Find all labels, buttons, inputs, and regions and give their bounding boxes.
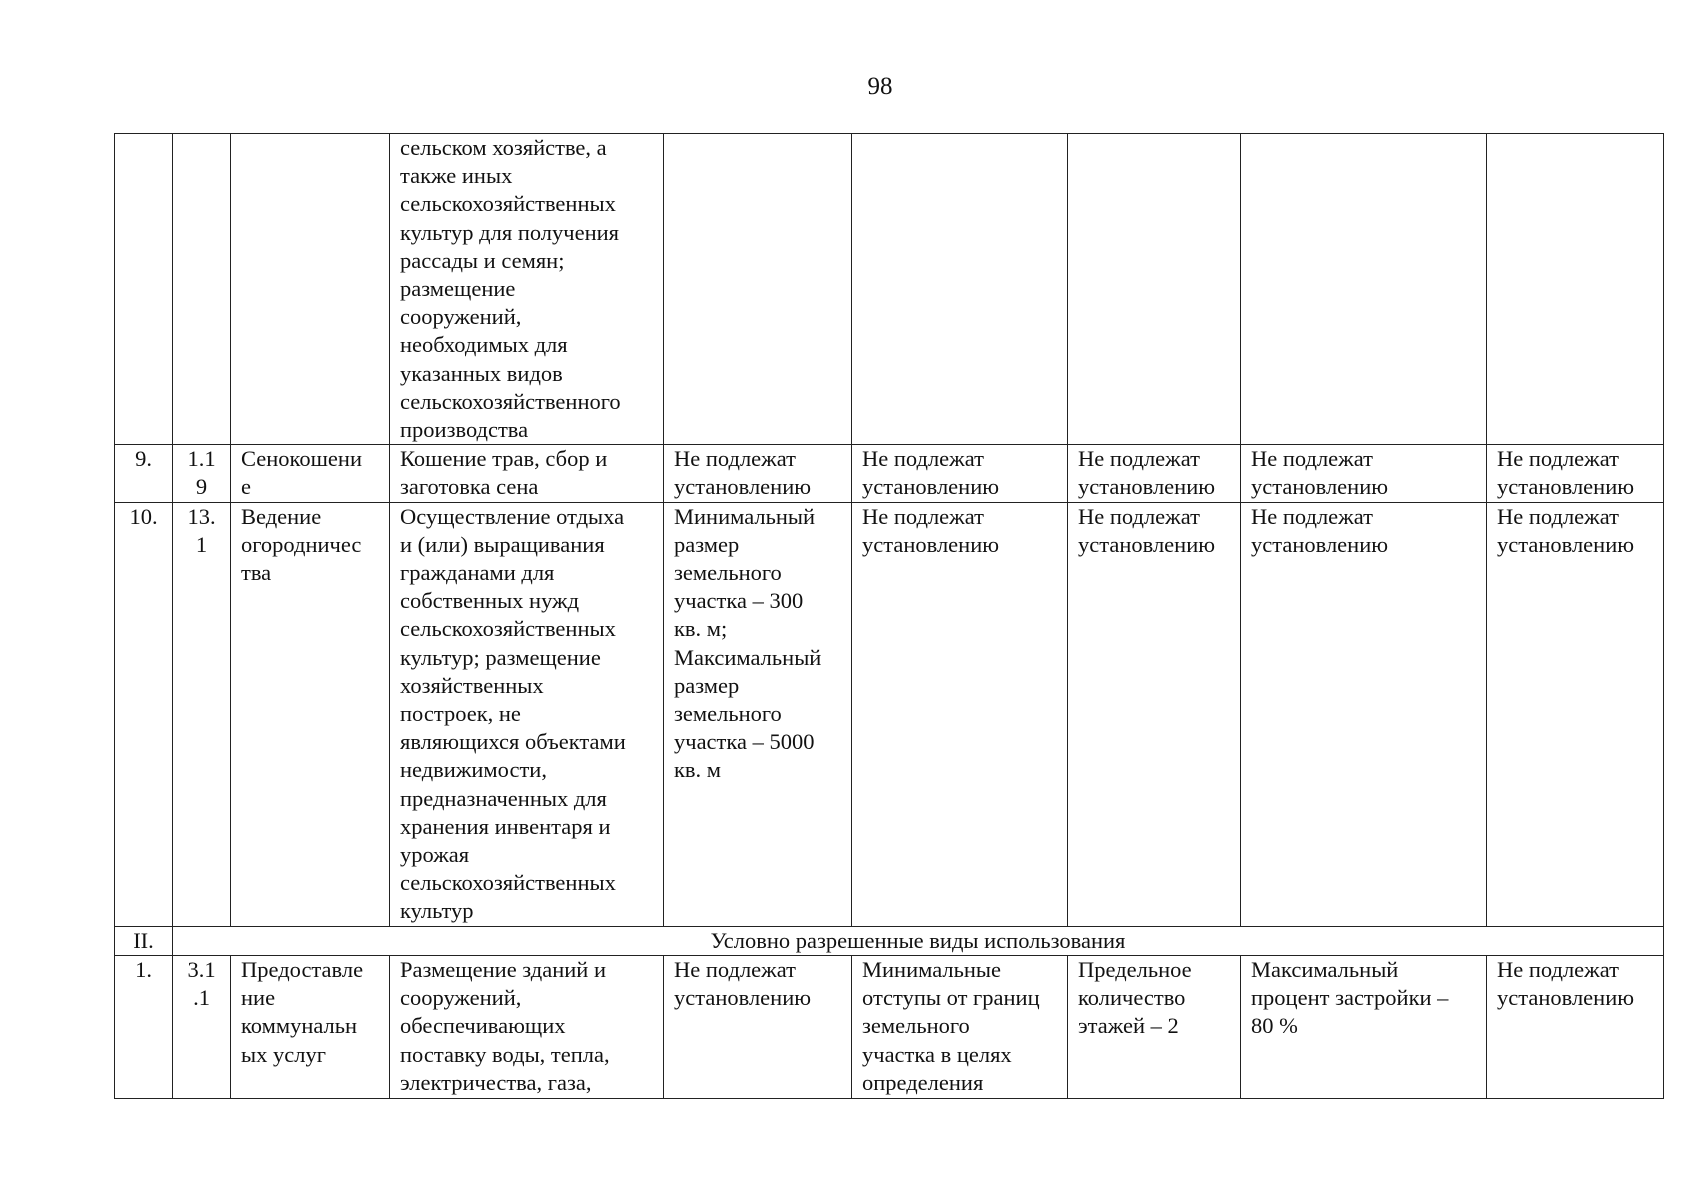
- parameter-cell: Не подлежат установлению: [1068, 502, 1241, 926]
- row-number-cell: [115, 134, 173, 445]
- parameter-cell: Не подлежат установлению: [1487, 502, 1664, 926]
- parameter-cell: [1241, 134, 1487, 445]
- parameter-cell: Не подлежат установлению: [1487, 445, 1664, 502]
- table-row: [115, 134, 1664, 445]
- row-number-cell: 10.: [115, 502, 173, 926]
- name-cell: [231, 134, 390, 445]
- section-number-cell: II.: [115, 926, 173, 955]
- code-cell: 13. 1: [173, 502, 231, 926]
- page-number: 98: [867, 73, 893, 100]
- table-row: [115, 955, 1664, 1098]
- parameter-cell: [664, 134, 852, 445]
- parameter-cell: Не подлежат установлению: [1241, 445, 1487, 502]
- description-cell: Кошение трав, сбор и заготовка сена: [390, 445, 664, 502]
- parameter-cell: Максимальный процент застройки – 80 %: [1241, 955, 1487, 1098]
- parameter-cell: Не подлежат установлению: [852, 502, 1068, 926]
- section-row: [115, 926, 1664, 955]
- name-cell: Сенокошени е: [231, 445, 390, 502]
- name-cell: Ведение огородничес тва: [231, 502, 390, 926]
- table-row: [115, 445, 1664, 502]
- code-cell: 1.1 9: [173, 445, 231, 502]
- parameter-cell: [1487, 134, 1664, 445]
- code-cell: [173, 134, 231, 445]
- description-cell: сельском хозяйстве, а также иных сельскохозяйственных культур для получения рассады и семян; размещение сооружений, необходимых для указанных видов сельскохозяйственного производства: [390, 134, 664, 445]
- parameter-cell: Не подлежат установлению: [852, 445, 1068, 502]
- parameter-cell: Не подлежат установлению: [664, 955, 852, 1098]
- description-cell: Размещение зданий и сооружений, обеспечивающих поставку воды, тепла, электричества, газа,: [390, 955, 664, 1098]
- parameter-cell: Не подлежат установлению: [1487, 955, 1664, 1098]
- parameter-cell: Предельное количество этажей – 2: [1068, 955, 1241, 1098]
- description-cell: Осуществление отдыха и (или) выращивания гражданами для собственных нужд сельскохозяйственных культур; размещение хозяйственных построек, не являющихся объектами недвижимости, предназначенных для хранения инвентаря и урожая сельскохозяйственных культур: [390, 502, 664, 926]
- table-row: [115, 502, 1664, 926]
- section-title: Условно разрешенные виды использования: [173, 926, 1664, 955]
- parameter-cell: Минимальный размер земельного участка – 300 кв. м; Максимальный размер земельного участка – 5000 кв. м: [664, 502, 852, 926]
- row-number-cell: 9.: [115, 445, 173, 502]
- parameter-cell: Не подлежат установлению: [664, 445, 852, 502]
- parameter-cell: Не подлежат установлению: [1241, 502, 1487, 926]
- zoning-table: [114, 133, 1664, 1099]
- parameter-cell: Минимальные отступы от границ земельного участка в целях определения: [852, 955, 1068, 1098]
- parameter-cell: [1068, 134, 1241, 445]
- row-number-cell: 1.: [115, 955, 173, 1098]
- code-cell: 3.1 .1: [173, 955, 231, 1098]
- name-cell: Предоставле ние коммунальн ых услуг: [231, 955, 390, 1098]
- parameter-cell: Не подлежат установлению: [1068, 445, 1241, 502]
- parameter-cell: [852, 134, 1068, 445]
